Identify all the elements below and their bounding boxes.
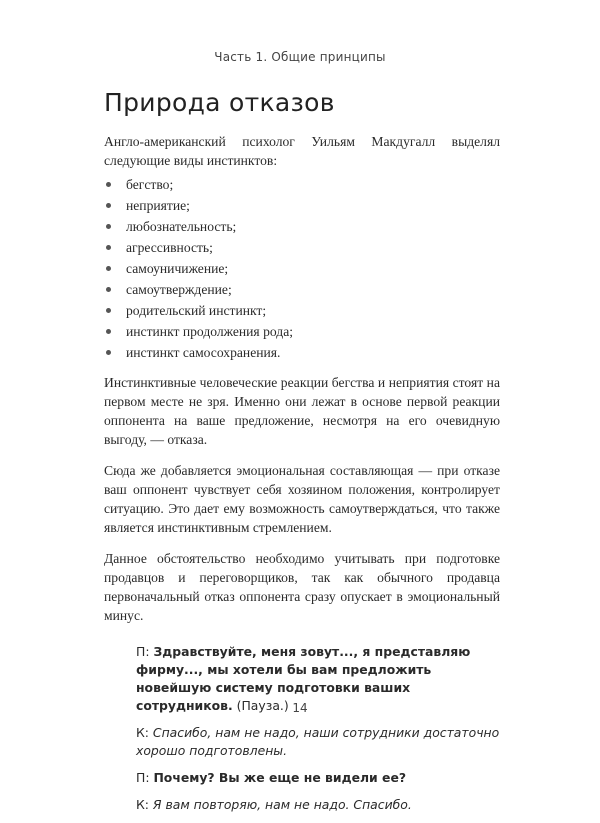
bullet-icon	[106, 287, 111, 292]
list-item	[104, 237, 500, 258]
list-item	[104, 321, 500, 342]
dialogue-text: Спасибо, нам не надо, наши сотрудники достаточно хорошо подготовлены.	[136, 725, 500, 758]
bullet-icon	[106, 350, 111, 355]
list-item-text: самоутверждение;	[126, 282, 232, 297]
bullet-icon	[106, 182, 111, 187]
running-header: Часть 1. Общие принципы	[214, 50, 386, 64]
list-item-text: самоуничижение;	[126, 261, 229, 276]
bullet-icon	[106, 329, 111, 334]
dialogue-line	[136, 769, 500, 787]
list-item	[104, 216, 500, 237]
list-item-text: любознательность;	[126, 219, 237, 234]
bullet-icon	[106, 203, 111, 208]
list-item	[104, 195, 500, 216]
body-paragraph: Инстинктивные человеческие реакции бегства и неприятия стоят на первом месте не зря. Именно они лежат в основе первой реакции оппонента на ваше предложение, несмотря на его очевидную выгоду, — отказа.	[104, 375, 500, 447]
list-item-text: родительский инстинкт;	[126, 303, 267, 318]
instincts-list	[104, 174, 500, 363]
dialogue-note: (Пауза.)	[232, 698, 289, 713]
list-item	[104, 258, 500, 279]
list-item-text: бегство;	[126, 177, 174, 192]
dialogue-speaker: П:	[136, 644, 154, 659]
section-title: Природа отказов	[104, 88, 335, 117]
bullet-icon	[106, 245, 111, 250]
bullet-icon	[106, 224, 111, 229]
dialogue-block	[136, 643, 500, 814]
dialogue-text: Я вам повторяю, нам не надо. Спасибо.	[152, 797, 412, 812]
list-item	[104, 279, 500, 300]
dialogue-speaker: П:	[136, 770, 154, 785]
list-item-text: неприятие;	[126, 198, 190, 213]
list-item-text: инстинкт продолжения рода;	[126, 324, 294, 339]
dialogue-speaker: К:	[136, 725, 153, 740]
list-item	[104, 300, 500, 321]
list-item	[104, 342, 500, 363]
bullet-icon	[106, 266, 111, 271]
dialogue-speaker: К:	[136, 797, 153, 812]
intro-paragraph: Англо-американский психолог Уильям Макдугалл выделял следующие виды инстинктов:	[104, 134, 500, 168]
dialogue-line	[136, 724, 500, 760]
body-paragraph: Данное обстоятельство необходимо учитывать при подготовке продавцов и переговорщиков, так как обычного продавца первоначальный отказ оппонента сразу опускает в эмоциональный минус.	[104, 551, 500, 623]
list-item-text: агрессивность;	[126, 240, 213, 255]
dialogue-text: Почему? Вы же еще не видели ее?	[153, 770, 407, 785]
list-item-text: инстинкт самосохранения.	[126, 345, 281, 360]
dialogue-text: Здравствуйте, меня зовут..., я представляю фирму..., мы хотели бы вам предложить новейшую систему подготовки ваших сотрудников.	[136, 644, 471, 713]
dialogue-line	[136, 796, 500, 814]
page-number: 14	[292, 701, 308, 715]
list-item	[104, 174, 500, 195]
body-paragraph: Сюда же добавляется эмоциональная составляющая — при отказе ваш оппонент чувствует себя хозяином положения, контролирует ситуацию. Это дает ему возможность самоутверждаться, что также является инстинктивным стремлением.	[104, 463, 500, 535]
bullet-icon	[106, 308, 111, 313]
